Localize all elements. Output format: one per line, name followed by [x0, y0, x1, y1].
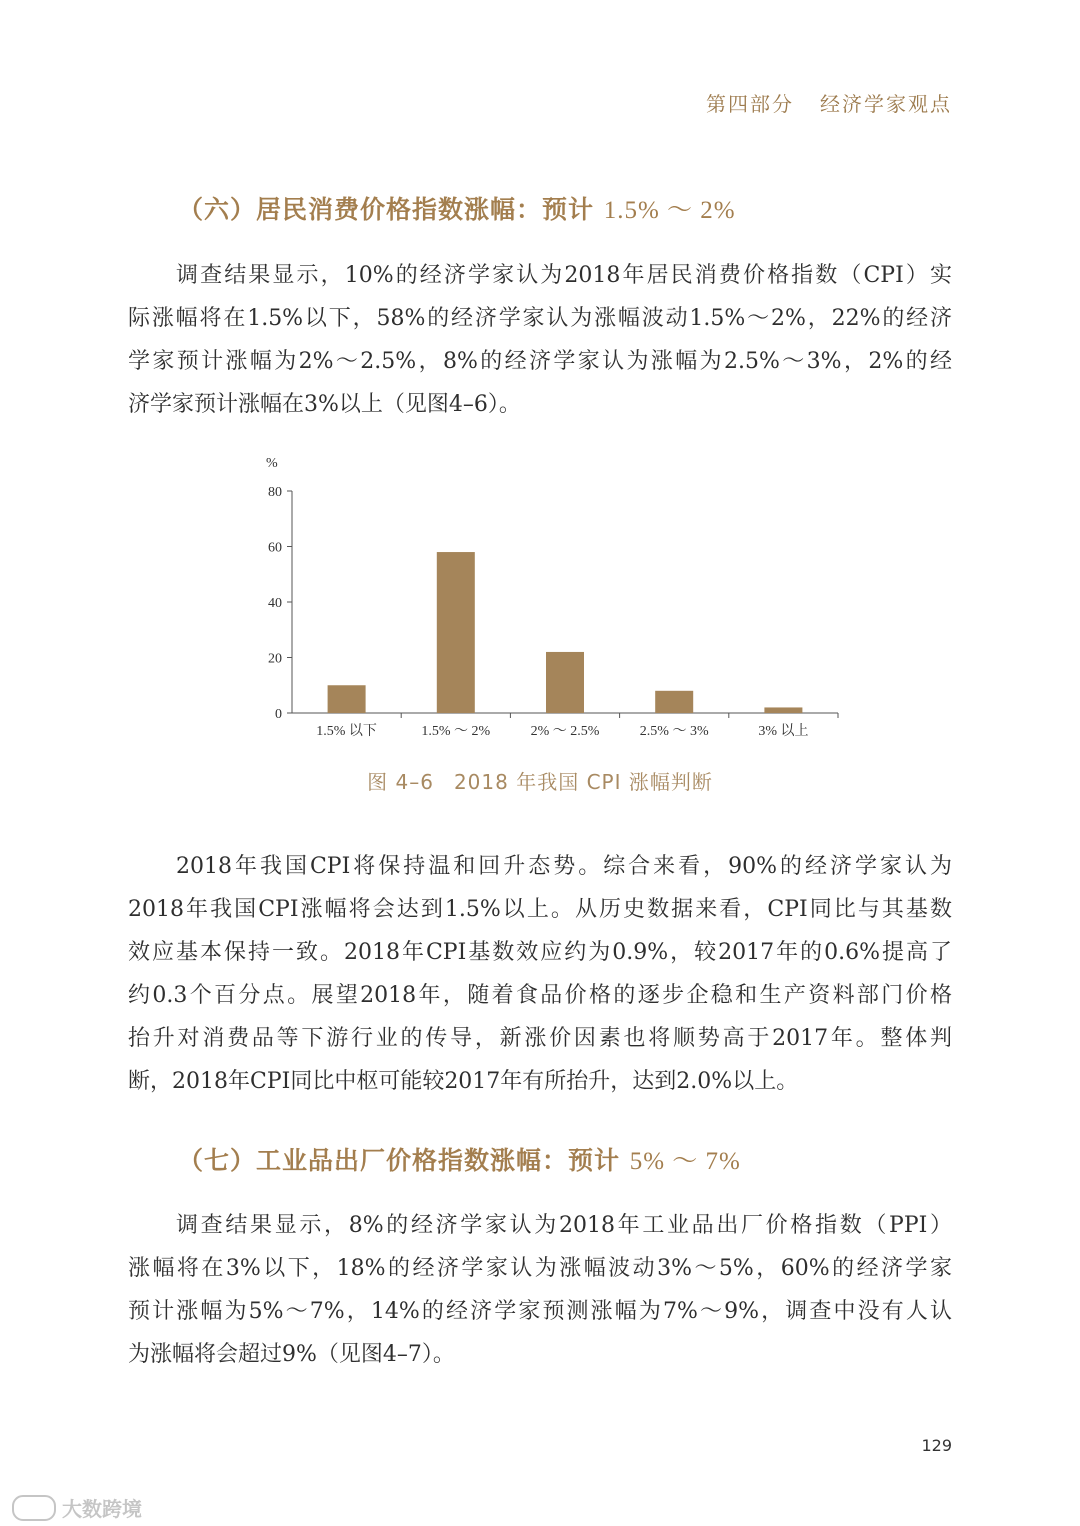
bar [437, 552, 475, 713]
watermark-logo-icon [12, 1495, 56, 1521]
paragraph-line: 断，2018年CPI同比中枢可能较2017年有所抬升，达到2.0%以上。 [128, 1069, 799, 1094]
analysis-paragraph [128, 845, 952, 1103]
watermark [12, 1493, 142, 1522]
watermark-text: 大数跨境 [62, 1497, 142, 1521]
x-tick-label: 2.5% ～ 3% [639, 724, 709, 739]
section-7-heading-range: 5% ～ 7% [629, 1148, 741, 1175]
x-tick-label: 2% ～ 2.5% [530, 724, 600, 739]
paragraph-line: 调查结果显示，8%的经济学家认为2018年工业品出厂价格指数（PPI） [176, 1213, 953, 1238]
x-tick-label: 3% 以上 [758, 724, 809, 739]
y-tick-label: 0 [275, 707, 282, 722]
caption-label: 图 4–6 [367, 770, 434, 794]
paragraph-line: 济学家预计涨幅在3%以上（见图4–6）。 [128, 392, 521, 417]
paragraph-line: 2018年我国CPI将保持温和回升态势。综合来看，90%的经济学家认为 [176, 854, 952, 879]
bar [764, 707, 802, 713]
paragraph-line: 2018年我国CPI涨幅将会达到1.5%以上。从历史数据来看，CPI同比与其基数 [128, 897, 952, 922]
paragraph-line: 学家预计涨幅为2%～2.5%，8%的经济学家认为涨幅为2.5%～3%，2%的经 [128, 349, 952, 374]
cpi-bar-chart [250, 445, 850, 745]
y-axis-unit-label: % [266, 456, 278, 471]
section-7-heading-text: （七）工业品出厂价格指数涨幅：预计 [178, 1146, 621, 1175]
y-tick-label: 20 [268, 651, 282, 667]
figure-caption [0, 766, 1080, 795]
bar [546, 652, 584, 713]
section-7-paragraph [128, 1204, 952, 1376]
running-header [706, 88, 952, 117]
paragraph-line: 际涨幅将在1.5%以下，58%的经济学家认为涨幅波动1.5%～2%，22%的经济 [128, 306, 952, 331]
y-tick-label: 80 [268, 485, 282, 500]
y-tick-label: 60 [268, 540, 282, 556]
bar [328, 685, 366, 713]
y-tick-label: 40 [268, 596, 282, 611]
caption-text: 2018 年我国 CPI 涨幅判断 [453, 770, 713, 794]
paragraph-line: 涨幅将在3%以下，18%的经济学家认为涨幅波动3%～5%，60%的经济学家 [128, 1256, 952, 1281]
paragraph-line: 调查结果显示，10%的经济学家认为2018年居民消费价格指数（CPI）实 [176, 263, 952, 288]
x-tick-label: 1.5% ～ 2% [421, 724, 491, 739]
x-tick-label: 1.5% 以下 [316, 724, 377, 739]
header-part: 第四部分 [706, 92, 794, 116]
header-title: 经济学家观点 [820, 92, 952, 116]
page-number: 129 [921, 1436, 952, 1455]
bar [655, 691, 693, 713]
section-6-paragraph [128, 254, 952, 426]
section-7-heading [178, 1141, 741, 1177]
section-6-heading-text: （六）居民消费价格指数涨幅：预计 [178, 195, 595, 224]
section-6-heading-range: 1.5% ～ 2% [603, 197, 736, 224]
section-6-heading [178, 190, 736, 226]
paragraph-line: 抬升对消费品等下游行业的传导，新涨价因素也将顺势高于2017年。整体判 [128, 1026, 952, 1051]
paragraph-line: 为涨幅将会超过9%（见图4–7）。 [128, 1342, 455, 1367]
paragraph-line: 效应基本保持一致。2018年CPI基数效应约为0.9%，较2017年的0.6%提高了 [128, 940, 952, 965]
paragraph-line: 预计涨幅为5%～7%，14%的经济学家预测涨幅为7%～9%，调查中没有人认 [128, 1299, 952, 1324]
paragraph-line: 约0.3个百分点。展望2018年，随着食品价格的逐步企稳和生产资料部门价格 [128, 983, 952, 1008]
